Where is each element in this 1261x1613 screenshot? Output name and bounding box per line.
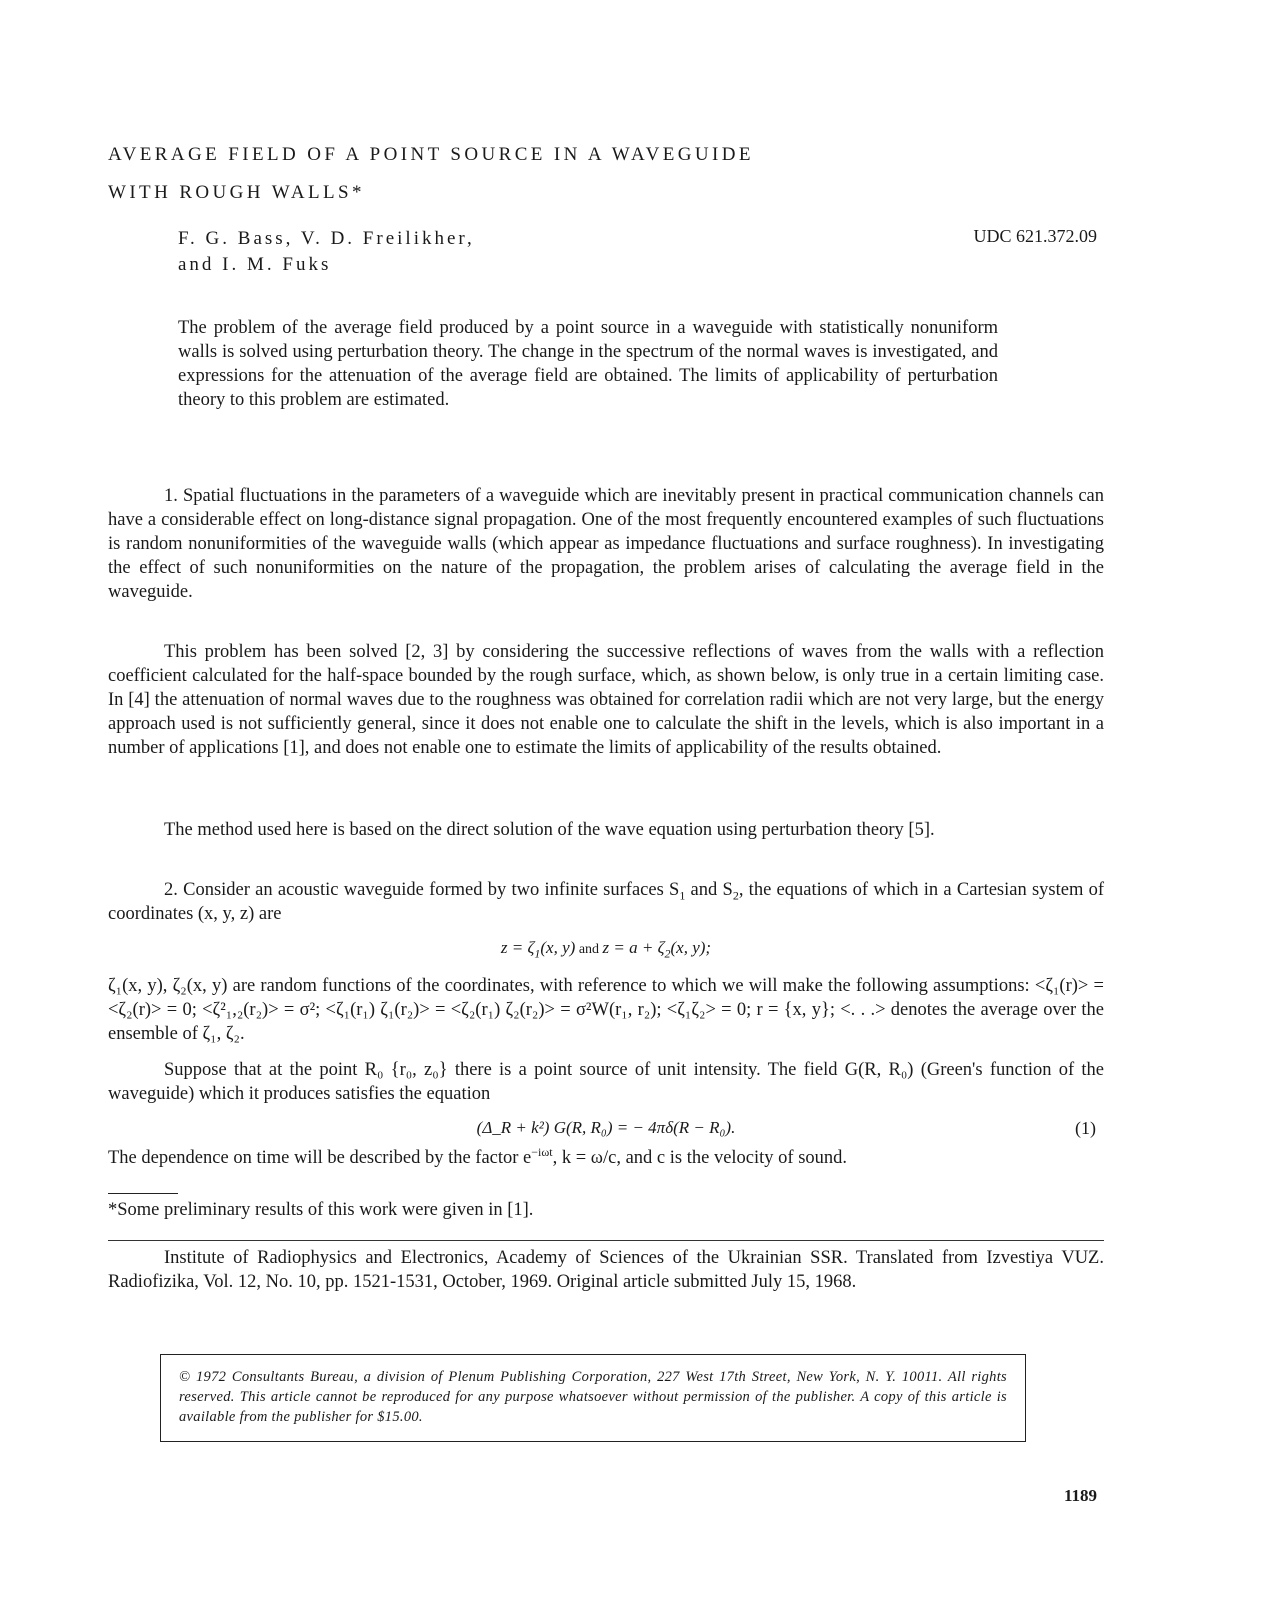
equation-surfaces: $z = \zeta_1(x$, y) and $z = a + \zeta_2(x$, y); [500,938,712,961]
equation-1: (Δ_R + k²) G(R, R₀) = − 4πδ(R − R₀). (1) [476,1118,1096,1138]
authors-line-1: F. G. Bass, V. D. Freilikher, [178,228,475,249]
affiliation: Institute of Radiophysics and Electronics, Academy of Sciences of the Ukrainian SSR. Translated from Izvestiya VUZ. Radiofizika, Vol. 12, No. 10, pp. 1521-1531, October, 1969. Original article submitted July 15, 1968. [108,1248,1104,1292]
copyright-box: © 1972 Consultants Bureau, a division of Plenum Publishing Corporation, 227 West 17th Street, New York, N. Y. 10011. All rights reserved. This article cannot be reproduced for any purpose whatsoever without permission of the publisher. A copy of this article is available from the publisher for $15.00. [160,1354,1026,1442]
paragraph-3: The method used here is based on the direct solution of the wave equation using perturbation theory [5]. [164,820,935,840]
abstract: The problem of the average field produced by a point source in a waveguide with statistically nonuniform walls is solved using perturbation theory. The change in the spectrum of the normal waves is investigated, and expressions for the attenuation of the average field are obtained. The limits of applicability of perturbation theory to this problem are estimated. [178,318,998,410]
section-6 [108,1058,1104,1170]
title-line-1: AVERAGE FIELD OF A POINT SOURCE IN A WAVEGUIDE [108,144,754,165]
footnote: *Some preliminary results of this work were given in [1]. [108,1200,534,1220]
authors [178,226,475,278]
authors-line-2: and I. M. Fuks [178,254,332,275]
paragraph-1: 1. Spatial fluctuations in the parameters of a waveguide which are inevitably present in practical communication channels can have a considerable effect on long-distance signal propagation. One of the most frequently encountered examples of such fluctuations is random nonuniformities of the waveguide walls (which appear as impedance fluctuations and surface roughness). In investigating the effect of such nonuniformities on the nature of the propagation, the problem arises of calculating the average field in the waveguide. [108,486,1104,602]
paragraph-6: Suppose that at the point R₀ {r₀, z₀} there is a point source of unit intensity. The field G(R, R₀) (Green's function of the waveguide) which it produces satisfies the equation [108,1060,1104,1104]
section-1 [108,484,1104,604]
paragraph-2: This problem has been solved [2, 3] by considering the successive reflections of waves from the walls with a reflection coefficient calculated for the half-space bounded by the rough surface, which, as shown below, is only true in a certain limiting case. In [4] the attenuation of normal waves due to the roughness was obtained for correlation radii which are not very large, but the energy approach used is not sufficiently general, since it does not enable one to calculate the shift in the levels, which is also important in a number of applications [1], and does not enable one to estimate the limits of applicability of the results obtained. [108,642,1104,758]
section-5 [108,974,1104,1046]
paragraph-7: The dependence on time will be described by the factor $e^{-i\omega t}$, k = ω/c, and c is the velocity of sound. [108,1144,848,1168]
page-number: 1189 [1063,1486,1097,1505]
section-3 [108,818,1104,842]
paragraph-5: ζ₁(x, y), ζ₂(x, y) are random functions of the coordinates, with reference to which we will make the following assumptions: <ζ₁(r)> = <ζ₂(r)> = 0; <ζ²₁,₂(r₂)> = σ²; <ζ₁(r₁) ζ₁(r₂)> = <ζ₂(r₁) ζ₂(r₂)> = σ²W(r₁, r₂); <ζ₁ζ₂> = 0; r = {x, y}; <. . .> denotes the average over the ensemble of ζ₁, ζ₂. [108,976,1104,1044]
footnote-rule [108,1193,178,1194]
section-2 [108,640,1104,760]
udc-code: UDC 621.372.09 [973,226,1097,246]
affiliation-rule [108,1240,1104,1241]
paragraph-4: 2. Consider an acoustic waveguide formed by two infinite surfaces $S_1$ and $S_2$, the equations of which in a Cartesian system of coordinates (x, y, z) are [108,880,1105,924]
title-line-2: WITH ROUGH WALLS* [108,182,365,203]
equation-1-number: (1) [1075,1118,1096,1138]
section-4 [108,878,1104,962]
article-title [108,136,754,212]
